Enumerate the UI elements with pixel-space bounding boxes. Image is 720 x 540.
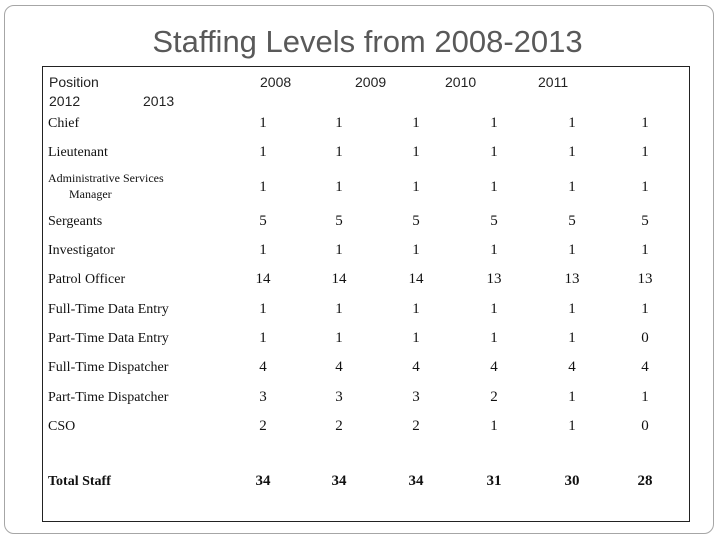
cell-value: 1 (641, 115, 649, 131)
row-label: Chief (48, 116, 80, 131)
cell-value: 4 (568, 359, 576, 375)
row-label-line2: Manager (69, 187, 112, 201)
cell-value: 1 (641, 179, 649, 195)
cell-value: 1 (568, 330, 576, 346)
cell-value: 5 (335, 213, 343, 229)
cell-value: 13 (486, 271, 502, 287)
total-value: 28 (637, 473, 653, 489)
cell-value: 5 (641, 213, 649, 229)
row-label (48, 170, 164, 202)
total-value: 34 (408, 473, 424, 489)
cell-value: 1 (335, 115, 343, 131)
row-label: CSO (48, 419, 76, 434)
header-2009: 2009 (355, 74, 387, 90)
cell-value: 2 (335, 418, 343, 434)
header-position: Position (49, 74, 99, 90)
cell-value: 1 (568, 389, 576, 405)
cell-value: 13 (637, 271, 653, 287)
cell-value: 1 (335, 179, 343, 195)
cell-value: 1 (412, 179, 420, 195)
cell-value: 1 (335, 301, 343, 317)
total-value: 31 (486, 473, 502, 489)
total-value: 30 (564, 473, 580, 489)
row-label: Lieutenant (48, 145, 108, 160)
cell-value: 1 (335, 144, 343, 160)
row-label: Investigator (48, 243, 115, 258)
cell-value: 1 (259, 144, 267, 160)
cell-value: 1 (641, 389, 649, 405)
cell-value: 1 (568, 179, 576, 195)
cell-value: 1 (568, 115, 576, 131)
cell-value: 1 (490, 115, 498, 131)
header-2012: 2012 (49, 93, 81, 109)
cell-value: 1 (259, 301, 267, 317)
cell-value: 1 (568, 144, 576, 160)
cell-value: 4 (641, 359, 649, 375)
row-label: Part-Time Dispatcher (48, 390, 169, 405)
total-label: Total Staff (48, 474, 111, 489)
cell-value: 4 (490, 359, 498, 375)
cell-value: 1 (259, 115, 267, 131)
cell-value: 14 (408, 271, 424, 287)
row-label-line1: Administrative Services (48, 171, 164, 185)
cell-value: 1 (412, 301, 420, 317)
cell-value: 13 (564, 271, 580, 287)
cell-value: 3 (259, 389, 267, 405)
row-label: Sergeants (48, 214, 103, 229)
cell-value: 4 (259, 359, 267, 375)
cell-value: 3 (412, 389, 420, 405)
cell-value: 4 (335, 359, 343, 375)
cell-value: 14 (255, 271, 271, 287)
cell-value: 1 (490, 144, 498, 160)
cell-value: 1 (568, 242, 576, 258)
cell-value: 1 (641, 242, 649, 258)
cell-value: 1 (259, 179, 267, 195)
row-label: Part-Time Data Entry (48, 331, 169, 346)
cell-value: 1 (568, 301, 576, 317)
cell-value: 1 (412, 242, 420, 258)
cell-value: 0 (641, 330, 649, 346)
cell-value: 5 (490, 213, 498, 229)
cell-value: 1 (490, 301, 498, 317)
cell-value: 5 (568, 213, 576, 229)
cell-value: 1 (641, 301, 649, 317)
total-value: 34 (255, 473, 271, 489)
cell-value: 1 (412, 115, 420, 131)
cell-value: 2 (259, 418, 267, 434)
header-2008: 2008 (260, 74, 292, 90)
row-label: Full-Time Dispatcher (48, 360, 169, 375)
cell-value: 1 (412, 144, 420, 160)
cell-value: 1 (412, 330, 420, 346)
cell-value: 1 (568, 418, 576, 434)
cell-value: 1 (259, 242, 267, 258)
cell-value: 3 (335, 389, 343, 405)
cell-value: 4 (412, 359, 420, 375)
cell-value: 1 (490, 179, 498, 195)
cell-value: 0 (641, 418, 649, 434)
cell-value: 2 (412, 418, 420, 434)
page-title: Staffing Levels from 2008-2013 (152, 24, 583, 59)
cell-value: 1 (335, 242, 343, 258)
cell-value: 1 (490, 330, 498, 346)
cell-value: 5 (412, 213, 420, 229)
cell-value: 1 (490, 418, 498, 434)
cell-value: 1 (641, 144, 649, 160)
cell-value: 1 (490, 242, 498, 258)
cell-value: 5 (259, 213, 267, 229)
header-2011: 2011 (538, 74, 569, 90)
cell-value: 1 (259, 330, 267, 346)
cell-value: 1 (335, 330, 343, 346)
staffing-table (42, 66, 690, 522)
header-2013: 2013 (143, 93, 175, 109)
cell-value: 2 (490, 389, 498, 405)
header-2010: 2010 (445, 74, 477, 90)
total-value: 34 (331, 473, 347, 489)
row-label: Full-Time Data Entry (48, 302, 169, 317)
cell-value: 14 (331, 271, 347, 287)
row-label: Patrol Officer (48, 272, 126, 287)
